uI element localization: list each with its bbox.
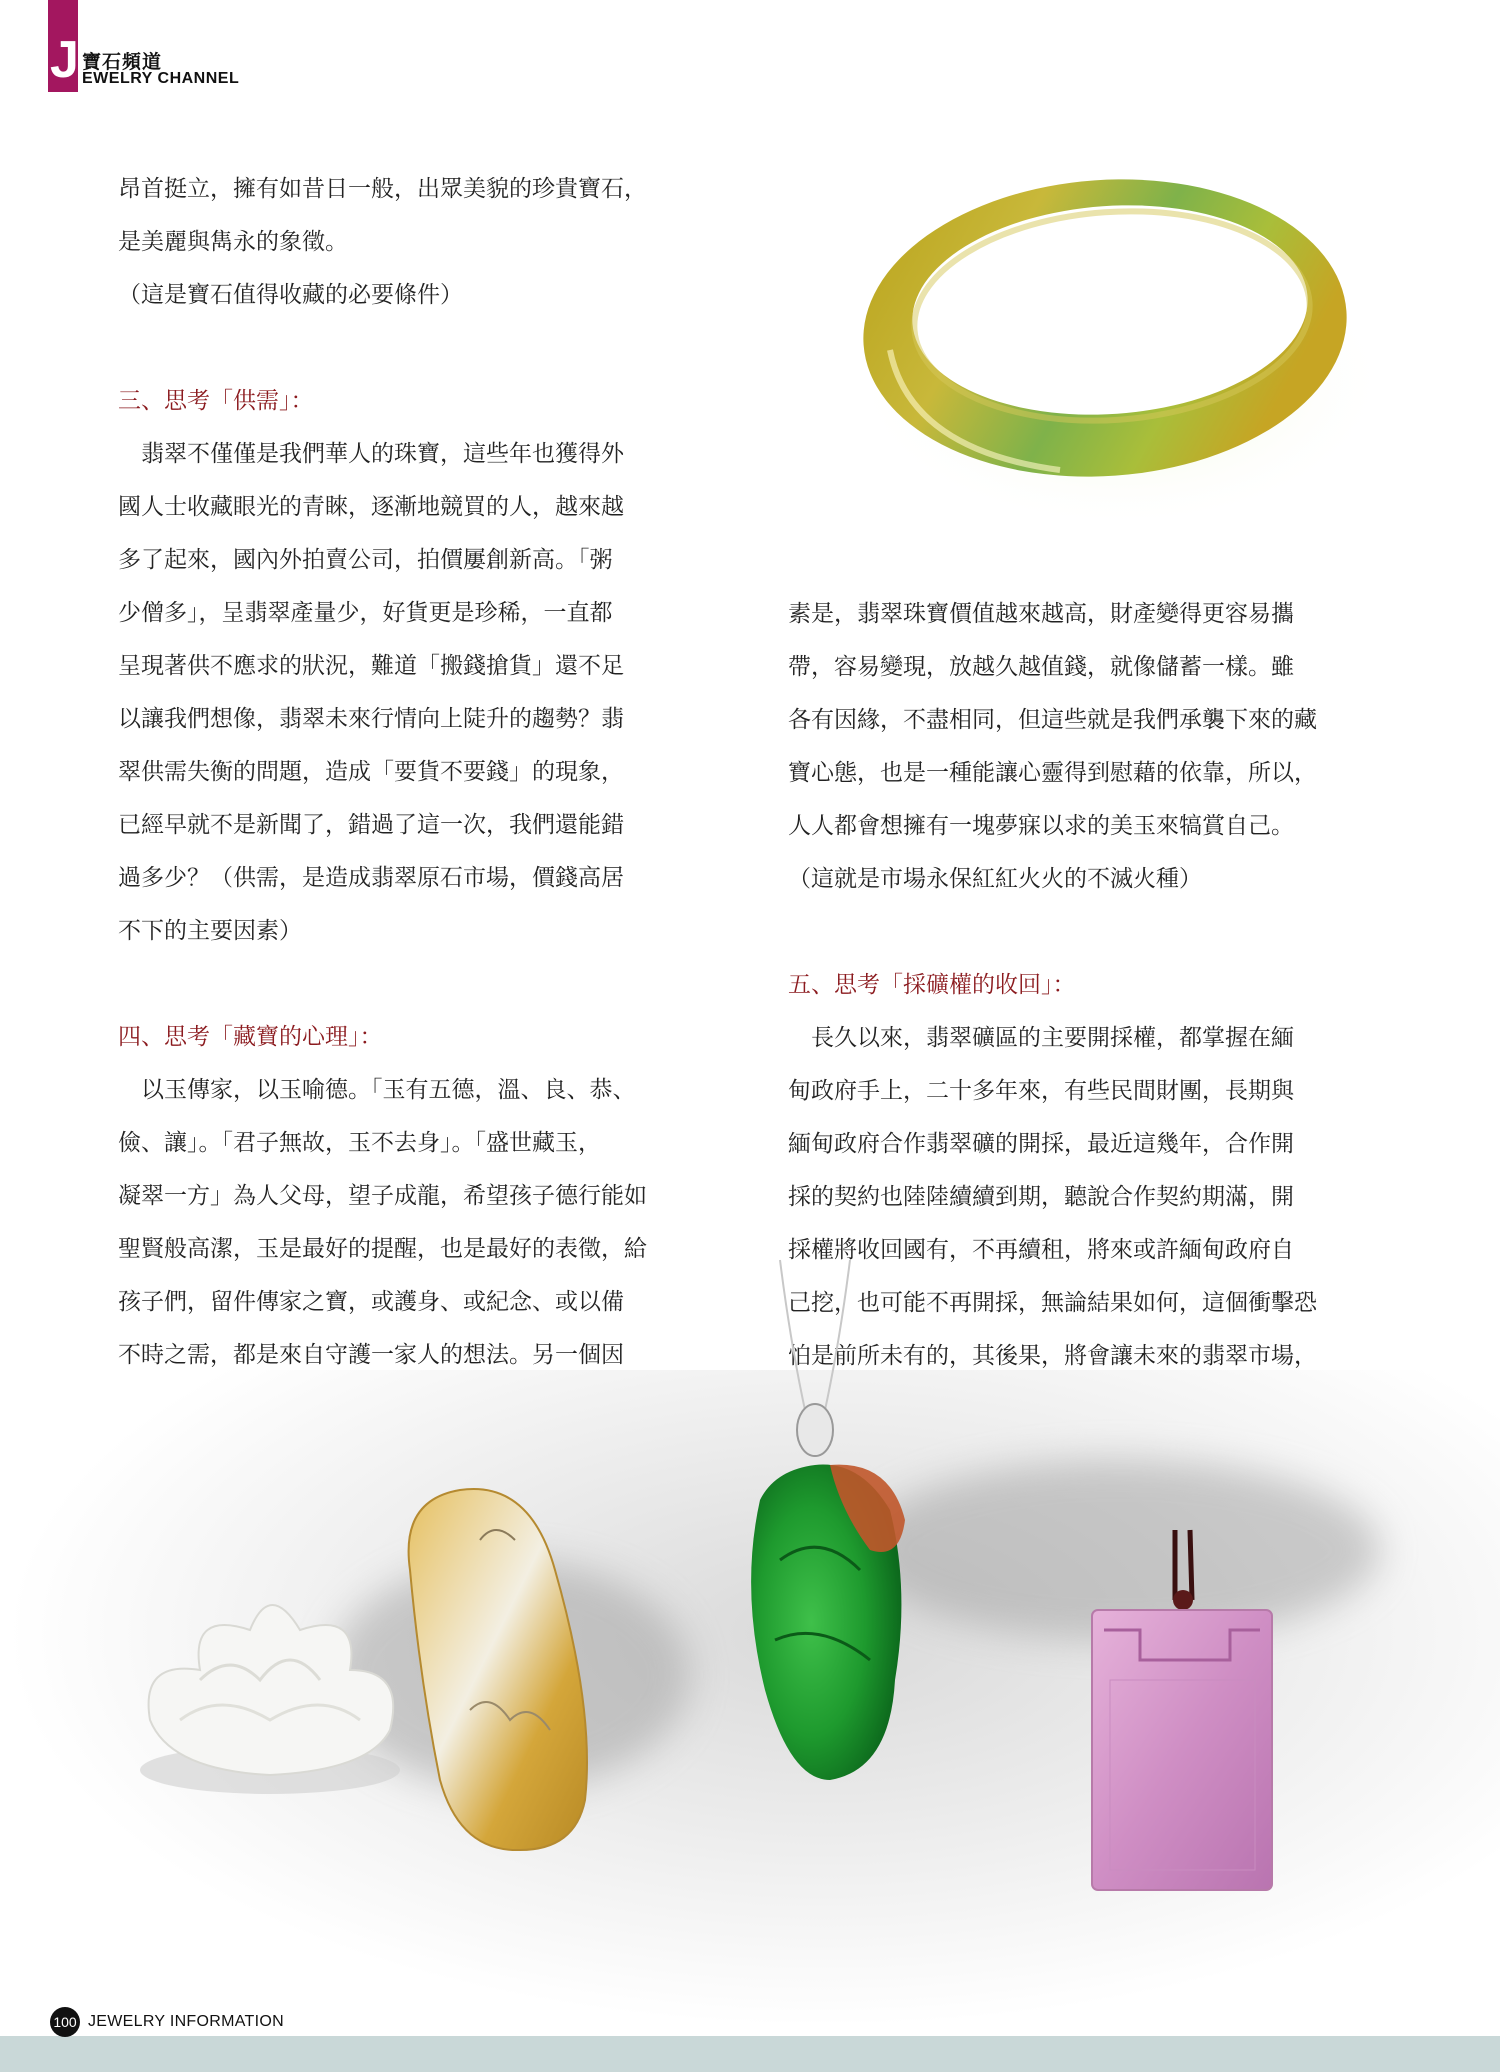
body-line: 聖賢般高潔，玉是最好的提醒，也是最好的表徵，給	[118, 1236, 647, 1262]
body-line: 採的契約也陸陸續續到期，聽說合作契約期滿，開	[788, 1184, 1294, 1210]
body-line: 怕是前所未有的，其後果，將會讓未來的翡翠市場，	[788, 1343, 1317, 1369]
body-line: 以玉傳家，以玉喻德。「玉有五德，溫、良、恭、	[141, 1077, 636, 1103]
section-heading-supply-demand: 三、思考「供需」：	[118, 388, 314, 414]
body-line: 帶，容易變現，放越久越值錢，就像儲蓄一樣。雖	[788, 654, 1294, 680]
body-line: 國人士收藏眼光的青睞，逐漸地競買的人，越來越	[118, 494, 624, 520]
body-line: 採權將收回國有，不再續租，將來或許緬甸政府自	[788, 1237, 1294, 1263]
body-line: 是美麗與雋永的象徵。	[118, 229, 348, 255]
body-line: 少僧多」，呈翡翠產量少，好貨更是珍稀，一直都	[118, 600, 613, 626]
body-line: 儉、讓」。「君子無故，玉不去身」。「盛世藏玉，	[118, 1130, 601, 1156]
body-line: 長久以來，翡翠礦區的主要開採權，都掌握在緬	[811, 1025, 1294, 1051]
body-line: 人人都會想擁有一塊夢寐以求的美玉來犒賞自己。	[788, 813, 1294, 839]
body-line: 過多少？（供需，是造成翡翠原石市場，價錢高居	[118, 865, 624, 891]
body-line: 以讓我們想像，翡翠未來行情向上陡升的趨勢？翡	[118, 706, 624, 732]
body-line: 寶心態，也是一種能讓心靈得到慰藉的依靠，所以，	[788, 760, 1317, 786]
page-number: 100	[50, 2007, 80, 2037]
lavender-jade-plaque-image	[1080, 1530, 1300, 1910]
body-line: 已經早就不是新聞了，錯過了這一次，我們還能錯	[118, 812, 624, 838]
green-jade-pixiu-pendant-image	[720, 1260, 950, 1840]
body-line: 昂首挺立，擁有如昔日一般，出眾美貌的珍貴寶石，	[118, 176, 647, 202]
body-line: 呈現著供不應求的狀況，難道「搬錢搶貨」還不足	[118, 653, 624, 679]
body-line: 孩子們，留件傳家之寶，或護身、或紀念、或以備	[118, 1289, 624, 1315]
folio	[50, 2007, 284, 2037]
channel-name-cn: 寶石頻道	[82, 51, 163, 73]
section-heading-collecting-psychology: 四、思考「藏寶的心理」：	[118, 1024, 383, 1050]
channel-logo	[48, 0, 308, 95]
body-line: 緬甸政府合作翡翠礦的開採，最近這幾年，合作開	[788, 1131, 1294, 1157]
section-heading-mining-rights: 五、思考「採礦權的收回」：	[788, 972, 1076, 998]
logo-letter: J	[50, 31, 79, 89]
channel-name-en: EWELRY CHANNEL	[82, 70, 240, 87]
footer-band	[0, 2036, 1500, 2072]
jade-bangle-image	[820, 150, 1380, 550]
yellow-jade-pebble-image	[380, 1480, 620, 1860]
body-line: 翡翠不僅僅是我們華人的珠寶，這些年也獲得外	[141, 441, 624, 467]
body-line: 素是，翡翠珠寶價值越來越高，財產變得更容易攜	[788, 601, 1294, 627]
body-line: （這就是市場永保紅紅火火的不滅火種）	[788, 866, 1202, 892]
body-line: 凝翠一方」為人父母，望子成龍，希望孩子德行能如	[118, 1183, 647, 1209]
publication-name: JEWELRY INFORMATION	[88, 2013, 284, 2030]
body-line: 不時之需，都是來自守護一家人的想法。另一個因	[118, 1342, 624, 1368]
body-line: 己挖，也可能不再開採，無論結果如何，這個衝擊恐	[788, 1290, 1317, 1316]
body-line: 不下的主要因素）	[118, 918, 302, 944]
body-line: 翠供需失衡的問題，造成「要貨不要錢」的現象，	[118, 759, 624, 785]
body-line: 多了起來，國內外拍賣公司，拍價屢創新高。「粥	[118, 547, 613, 573]
left-text-column	[118, 163, 718, 1382]
white-jade-lotus-image	[120, 1570, 420, 1800]
body-line: （這是寶石值得收藏的必要條件）	[118, 282, 463, 308]
body-line: 甸政府手上，二十多年來，有些民間財團，長期與	[788, 1078, 1294, 1104]
body-line: 各有因緣，不盡相同，但這些就是我們承襲下來的藏	[788, 707, 1317, 733]
